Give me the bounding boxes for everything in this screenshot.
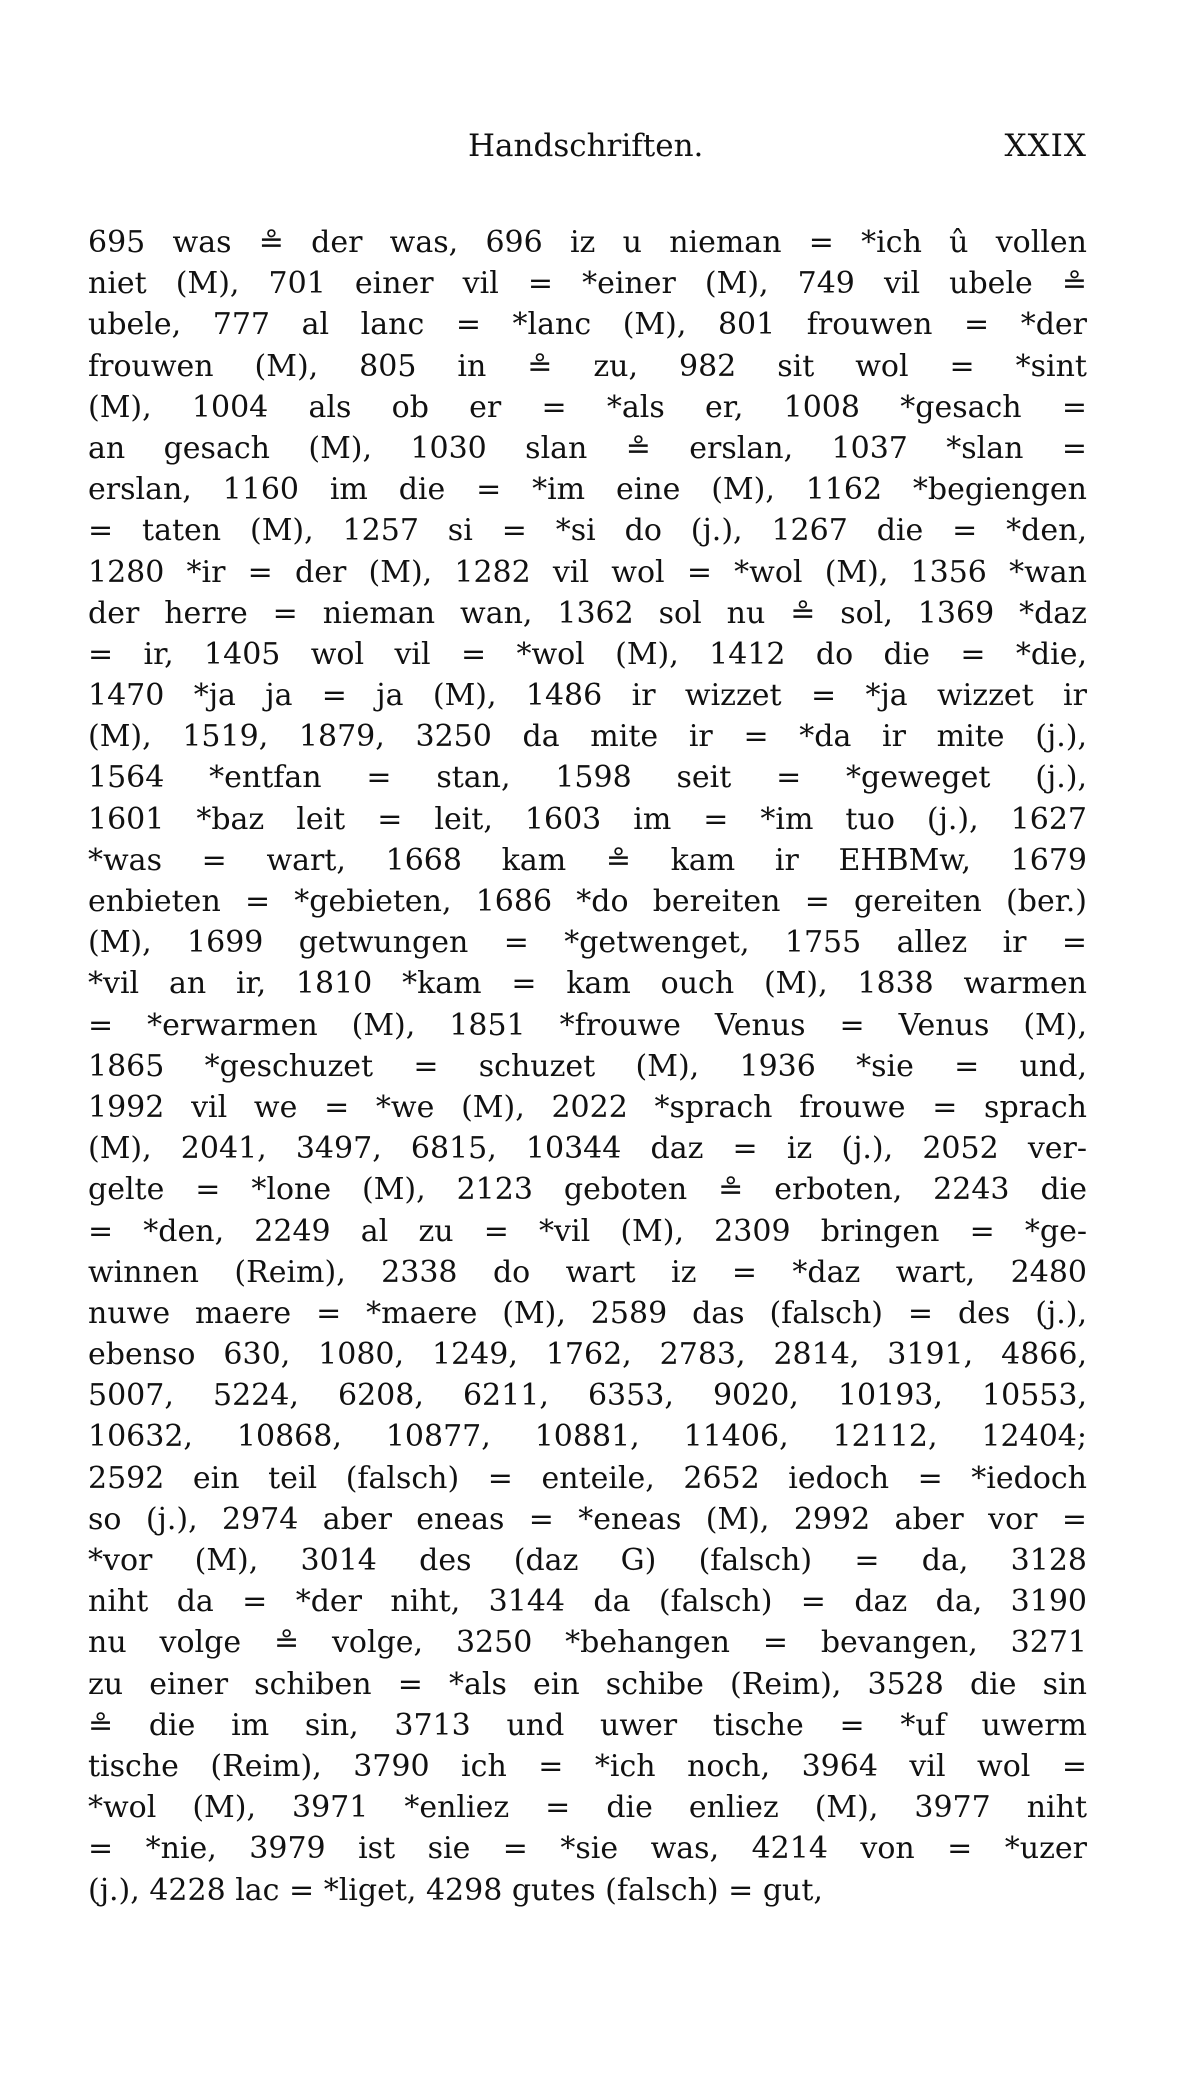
text-line: 1601 *baz leit = leit, 1603 im = *im tuo (j.), 1627 bbox=[88, 801, 1087, 837]
text-line: 5007, 5224, 6208, 6211, 6353, 9020, 10193, 10553, bbox=[88, 1378, 1087, 1414]
running-header bbox=[88, 128, 1087, 178]
text-line: ≗ die im sin, 3713 und uwer tische = *uf uwerm bbox=[88, 1707, 1087, 1743]
text-line: ubele, 777 al lanc = *lanc (M), 801 frouwen = *der bbox=[88, 307, 1087, 343]
text-line: nuwe maere = *maere (M), 2589 das (falsch) = des (j.), bbox=[88, 1295, 1087, 1331]
text-line: = taten (M), 1257 si = *si do (j.), 1267 die = *den, bbox=[88, 513, 1087, 549]
text-line: 10632, 10868, 10877, 10881, 11406, 12112, 12404; bbox=[88, 1419, 1087, 1455]
text-line: ebenso 630, 1080, 1249, 1762, 2783, 2814, 3191, 4866, bbox=[88, 1337, 1087, 1373]
text-line: 1280 *ir = der (M), 1282 vil wol = *wol (M), 1356 *wan bbox=[88, 554, 1087, 590]
text-line: tische (Reim), 3790 ich = *ich noch, 3964 vil wol = bbox=[88, 1748, 1087, 1784]
page-number: XXIX bbox=[1004, 128, 1087, 164]
text-line: (j.), 4228 lac = *liget, 4298 gutes (falsch) = gut, bbox=[88, 1872, 823, 1908]
text-line: (M), 1699 getwungen = *getwenget, 1755 allez ir = bbox=[88, 925, 1087, 961]
text-line: 1865 *geschuzet = schuzet (M), 1936 *sie = und, bbox=[88, 1048, 1087, 1084]
text-line: *vor (M), 3014 des (daz G) (falsch) = da, 3128 bbox=[88, 1543, 1087, 1578]
text-line: so (j.), 2974 aber eneas = *eneas (M), 2992 aber vor = bbox=[88, 1501, 1087, 1537]
text-line: 1992 vil we = *we (M), 2022 *sprach frouwe = sprach bbox=[88, 1089, 1087, 1125]
text-line: 1470 *ja ja = ja (M), 1486 ir wizzet = *ja wizzet ir bbox=[88, 678, 1087, 714]
text-line: *was = wart, 1668 kam ≗ kam ir EHBMw, 1679 bbox=[88, 842, 1087, 878]
text-line: *vil an ir, 1810 *kam = kam ouch (M), 1838 warmen bbox=[88, 966, 1087, 1002]
text-line: *wol (M), 3971 *enliez = die enliez (M), 3977 niht bbox=[88, 1790, 1087, 1826]
text-line: erslan, 1160 im die = *im eine (M), 1162 *begiengen bbox=[88, 472, 1087, 508]
text-line: 695 was ≗ der was, 696 iz u nieman = *ich û vollen bbox=[88, 225, 1087, 260]
text-line: zu einer schiben = *als ein schibe (Reim), 3528 die sin bbox=[88, 1666, 1087, 1702]
text-line: = *erwarmen (M), 1851 *frouwe Venus = Venus (M), bbox=[88, 1007, 1087, 1043]
text-line: (M), 2041, 3497, 6815, 10344 daz = iz (j.), 2052 ver- bbox=[88, 1131, 1087, 1167]
text-line: niet (M), 701 einer vil = *einer (M), 749 vil ubele ≗ bbox=[88, 266, 1087, 302]
text-line: gelte = *lone (M), 2123 geboten ≗ erboten, 2243 die bbox=[88, 1172, 1087, 1208]
text-line: 1564 *entfan = stan, 1598 seit = *geweget (j.), bbox=[88, 760, 1087, 796]
running-title: Handschriften. bbox=[468, 128, 704, 164]
text-line: 2592 ein teil (falsch) = enteile, 2652 iedoch = *iedoch bbox=[88, 1460, 1087, 1496]
text-line: (M), 1004 als ob er = *als er, 1008 *gesach = bbox=[88, 389, 1087, 425]
text-line: niht da = *der niht, 3144 da (falsch) = daz da, 3190 bbox=[88, 1584, 1087, 1620]
text-line: (M), 1519, 1879, 3250 da mite ir = *da ir mite (j.), bbox=[88, 719, 1087, 755]
text-line: der herre = nieman wan, 1362 sol nu ≗ sol, 1369 *daz bbox=[88, 595, 1087, 631]
text-line: an gesach (M), 1030 slan ≗ erslan, 1037 *slan = bbox=[88, 430, 1087, 466]
text-line: = *den, 2249 al zu = *vil (M), 2309 bringen = *ge- bbox=[88, 1213, 1087, 1249]
body-text bbox=[88, 222, 1087, 1911]
text-line: winnen (Reim), 2338 do wart iz = *daz wart, 2480 bbox=[88, 1254, 1087, 1290]
text-line: enbieten = *gebieten, 1686 *do bereiten = gereiten (ber.) bbox=[88, 884, 1087, 919]
text-line: = ir, 1405 wol vil = *wol (M), 1412 do die = *die, bbox=[88, 636, 1087, 672]
text-line: frouwen (M), 805 in ≗ zu, 982 sit wol = *sint bbox=[88, 348, 1087, 384]
text-line: = *nie, 3979 ist sie = *sie was, 4214 von = *uzer bbox=[88, 1831, 1087, 1867]
text-line: nu volge ≗ volge, 3250 *behangen = bevangen, 3271 bbox=[88, 1625, 1087, 1661]
